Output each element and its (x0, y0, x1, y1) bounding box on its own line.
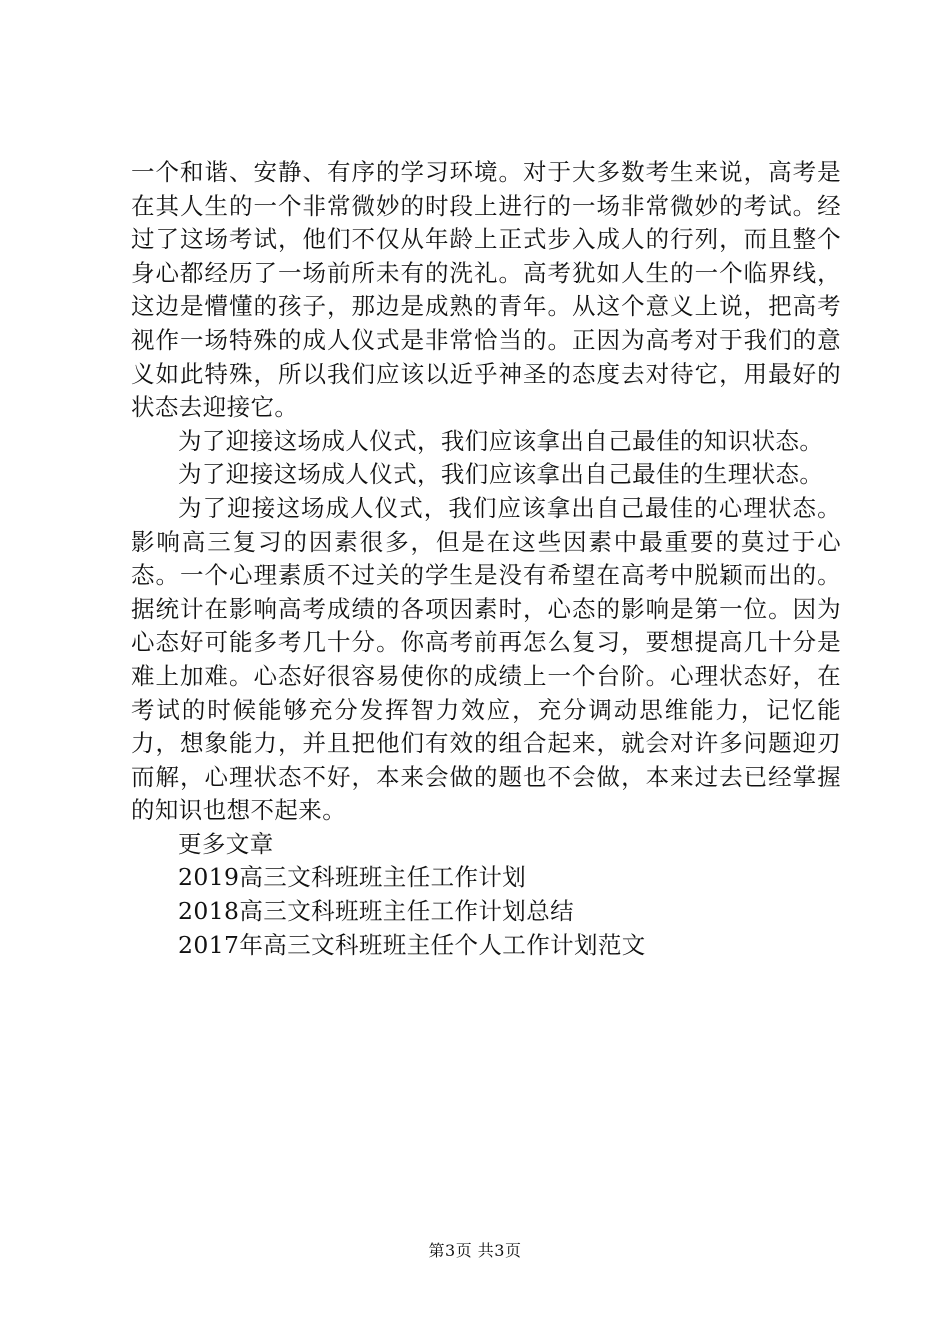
list-item (131, 929, 841, 963)
article-link-2018[interactable]: 2018高三文科班班主任工作计划总结 (178, 897, 575, 926)
more-articles-list (131, 861, 841, 962)
paragraph-mental-state: 为了迎接这场成人仪式，我们应该拿出自己最佳的心理状态。影响高三复习的因素很多，但是在这些因素中最重要的莫过于心态。一个心理素质不过关的学生是没有希望在高考中脱颖而出的。据统计在影响高考成绩的各项因素时，心态的影响是第一位。因为心态好可能多考几十分。你高考前再怎么复习，要想提高几十分是难上加难。心态好很容易使你的成绩上一个台阶。心理状态好，在考试的时候能够充分发挥智力效应，充分调动思维能力，记忆能力，想象能力，并且把他们有效的组合起来，就会对许多问题迎刃而解，心理状态不好，本来会做的题也不会做，本来过去已经掌握的知识也想不起来。 (131, 493, 841, 825)
paragraph-physical-state: 为了迎接这场成人仪式，我们应该拿出自己最佳的生理状态。 (178, 460, 824, 489)
list-item (131, 895, 841, 929)
list-item (131, 861, 841, 895)
article-body (131, 156, 841, 962)
more-articles-heading: 更多文章 (178, 829, 274, 858)
paragraph-continuation: 一个和谐、安静、有序的学习环境。对于大多数考生来说，高考是在其人生的一个非常微妙的时段上进行的一场非常微妙的考试。经过了这场考试，他们不仅从年龄上正式步入成人的行列，而且整个身心都经历了一场前所未有的洗礼。高考犹如人生的一个临界线，这边是懵懂的孩子，那边是成熟的青年。从这个意义上说，把高考视作一场特殊的成人仪式是非常恰当的。正因为高考对于我们的意义如此特殊，所以我们应该以近乎神圣的态度去对待它，用最好的状态去迎接它。 (131, 158, 841, 422)
paragraph-knowledge-state: 为了迎接这场成人仪式，我们应该拿出自己最佳的知识状态。 (178, 426, 824, 455)
article-link-2017[interactable]: 2017年高三文科班班主任个人工作计划范文 (178, 930, 646, 959)
article-link-2019[interactable]: 2019高三文科班班主任工作计划 (178, 863, 527, 892)
page-number-footer: 第3页 共3页 (428, 1241, 522, 1260)
